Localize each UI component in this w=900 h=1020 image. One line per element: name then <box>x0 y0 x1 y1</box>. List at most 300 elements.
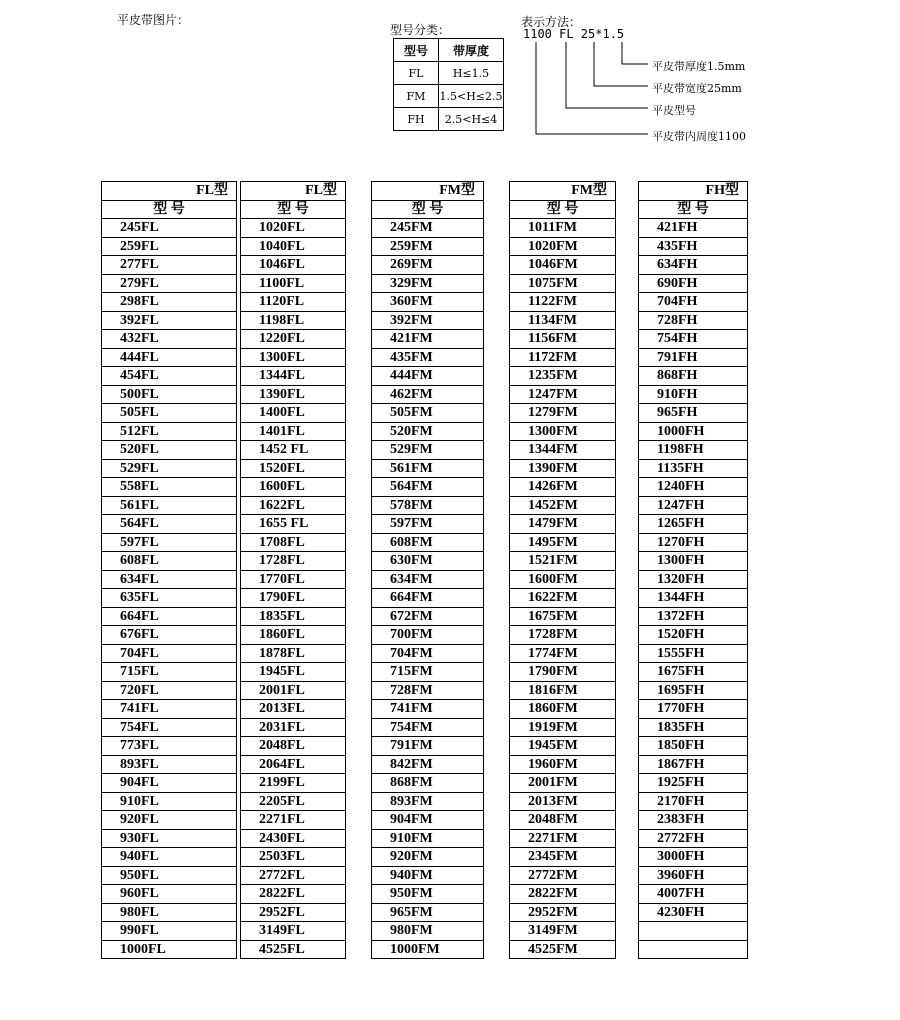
model-cell-row <box>102 311 237 330</box>
model-cell: 868FM <box>372 774 484 793</box>
model-cell-row <box>102 774 237 793</box>
model-cell-row <box>639 237 748 256</box>
model-cell: 904FL <box>102 774 237 793</box>
type-table-row <box>394 85 504 108</box>
model-cell: 1390FL <box>241 385 346 404</box>
model-cell-row <box>639 737 748 756</box>
model-cell-row <box>510 700 616 719</box>
model-cell-row <box>241 718 346 737</box>
column-subtitle: 型 号 <box>510 200 616 219</box>
model-cell: 1120FL <box>241 293 346 312</box>
model-cell-row <box>510 663 616 682</box>
model-cell: 1426FM <box>510 478 616 497</box>
model-cell-row <box>510 570 616 589</box>
model-cell: 608FM <box>372 533 484 552</box>
model-cell: 1860FL <box>241 626 346 645</box>
fh-table <box>638 181 748 959</box>
model-cell: 4525FL <box>241 940 346 959</box>
model-cell: 1555FH <box>639 644 748 663</box>
model-cell: 2031FL <box>241 718 346 737</box>
model-cell: 3960FH <box>639 866 748 885</box>
model-cell-row <box>372 792 484 811</box>
model-cell <box>639 922 748 941</box>
model-cell-row <box>372 385 484 404</box>
model-cell-row <box>241 330 346 349</box>
model-cell: 664FM <box>372 589 484 608</box>
column-subtitle: 型 号 <box>102 200 237 219</box>
model-cell-row <box>639 385 748 404</box>
model-cell-row <box>510 552 616 571</box>
model-cell-row <box>241 811 346 830</box>
model-cell-row <box>372 626 484 645</box>
model-cell: 1172FM <box>510 348 616 367</box>
model-cell: 4230FH <box>639 903 748 922</box>
model-cell: 2822FL <box>241 885 346 904</box>
model-cell: 1344FM <box>510 441 616 460</box>
model-cell: 728FH <box>639 311 748 330</box>
model-cell: 1774FM <box>510 644 616 663</box>
model-cell-row <box>372 681 484 700</box>
model-cell: 2271FL <box>241 811 346 830</box>
model-cell-row <box>372 663 484 682</box>
model-cell-row <box>639 626 748 645</box>
model-cell-row <box>241 274 346 293</box>
model-cell-row <box>241 792 346 811</box>
model-cell: 754FH <box>639 330 748 349</box>
model-cell-row <box>372 422 484 441</box>
model-cell: 1046FM <box>510 256 616 275</box>
model-cell-row <box>102 293 237 312</box>
image-caption: 平皮带图片： <box>117 13 190 27</box>
model-cell-row <box>241 441 346 460</box>
model-cell: 754FM <box>372 718 484 737</box>
fm-table-1 <box>371 181 484 959</box>
model-cell: 715FM <box>372 663 484 682</box>
type-model: FM <box>394 85 439 108</box>
model-cell-row <box>372 441 484 460</box>
model-cell-row <box>241 940 346 959</box>
model-cell-row <box>510 293 616 312</box>
model-cell: 1344FL <box>241 367 346 386</box>
model-cell-row <box>510 829 616 848</box>
model-cell: 1600FL <box>241 478 346 497</box>
model-cell-row <box>639 496 748 515</box>
model-cell-row <box>102 441 237 460</box>
model-cell: 2383FH <box>639 811 748 830</box>
model-cell: 432FL <box>102 330 237 349</box>
model-cell-row <box>102 940 237 959</box>
model-cell: 893FL <box>102 755 237 774</box>
model-cell-row <box>372 293 484 312</box>
model-cell-row <box>372 478 484 497</box>
model-cell-row <box>241 237 346 256</box>
model-cell: 392FL <box>102 311 237 330</box>
model-cell-row <box>639 681 748 700</box>
model-cell-row <box>639 404 748 423</box>
model-cell: 1479FM <box>510 515 616 534</box>
type-table-row <box>394 108 504 131</box>
model-cell: 715FL <box>102 663 237 682</box>
note-width: 平皮带宽度25mm <box>652 82 742 95</box>
model-cell-row <box>510 478 616 497</box>
model-cell-row <box>372 737 484 756</box>
model-cell-row <box>102 570 237 589</box>
model-cell: 920FM <box>372 848 484 867</box>
model-cell: 505FL <box>102 404 237 423</box>
model-cell: 512FL <box>102 422 237 441</box>
model-cell: 791FH <box>639 348 748 367</box>
model-cell: 728FM <box>372 681 484 700</box>
model-cell-row <box>510 718 616 737</box>
model-cell: 842FM <box>372 755 484 774</box>
column-title: FL型 <box>241 182 346 201</box>
model-cell-row <box>241 348 346 367</box>
model-cell: 259FL <box>102 237 237 256</box>
fl-table-1 <box>101 181 237 959</box>
model-cell-row <box>510 774 616 793</box>
model-cell-row <box>510 256 616 275</box>
type-classification-table <box>393 38 504 131</box>
model-cell: 1265FH <box>639 515 748 534</box>
model-cell: 910FH <box>639 385 748 404</box>
model-cell: 1235FM <box>510 367 616 386</box>
model-cell: 4525FM <box>510 940 616 959</box>
model-cell: 608FL <box>102 552 237 571</box>
model-cell: 2001FM <box>510 774 616 793</box>
model-cell-row <box>372 552 484 571</box>
model-cell: 2001FL <box>241 681 346 700</box>
model-cell: 950FL <box>102 866 237 885</box>
model-cell: 634FH <box>639 256 748 275</box>
model-cell-row <box>241 903 346 922</box>
model-cell-row <box>639 367 748 386</box>
model-cell-row <box>241 385 346 404</box>
type-model: FL <box>394 62 439 85</box>
model-cell: 720FL <box>102 681 237 700</box>
model-cell: 505FM <box>372 404 484 423</box>
model-cell-row <box>102 219 237 238</box>
model-cell: 1400FL <box>241 404 346 423</box>
model-cell-row <box>510 441 616 460</box>
model-cell-row <box>102 681 237 700</box>
model-cell: 3149FL <box>241 922 346 941</box>
column-subtitle-row <box>102 200 237 219</box>
model-cell-row <box>639 718 748 737</box>
note-thickness: 平皮带厚度1.5mm <box>652 60 746 73</box>
model-cell: 676FL <box>102 626 237 645</box>
model-cell: 2013FM <box>510 792 616 811</box>
model-cell: 2772FH <box>639 829 748 848</box>
column-title: FM型 <box>372 182 484 201</box>
model-cell-row <box>241 459 346 478</box>
model-cell-row <box>372 885 484 904</box>
model-cell-row <box>510 737 616 756</box>
model-cell: 940FL <box>102 848 237 867</box>
model-cell: 1655 FL <box>241 515 346 534</box>
model-cell: 1100FL <box>241 274 346 293</box>
model-cell: 1728FL <box>241 552 346 571</box>
model-cell-row <box>372 829 484 848</box>
model-cell-row <box>372 903 484 922</box>
model-cell: 2048FM <box>510 811 616 830</box>
model-cell-row <box>102 385 237 404</box>
model-cell-row <box>639 644 748 663</box>
model-cell: 1622FM <box>510 589 616 608</box>
notation-leader-lines <box>520 40 655 140</box>
model-cell: 360FM <box>372 293 484 312</box>
model-cell-row <box>372 589 484 608</box>
model-cell-row <box>639 274 748 293</box>
model-cell: 1790FL <box>241 589 346 608</box>
model-cell: 630FM <box>372 552 484 571</box>
model-cell: 1925FH <box>639 774 748 793</box>
model-cell-row <box>102 533 237 552</box>
model-cell-row <box>372 348 484 367</box>
model-cell-row <box>102 589 237 608</box>
model-cell: 1135FH <box>639 459 748 478</box>
model-cell: 1770FL <box>241 570 346 589</box>
model-cell: 868FH <box>639 367 748 386</box>
column-subtitle: 型 号 <box>241 200 346 219</box>
thickness-header: 带厚度 <box>439 39 504 62</box>
model-cell: 4007FH <box>639 885 748 904</box>
model-cell: 1220FL <box>241 330 346 349</box>
column-title: FH型 <box>639 182 748 201</box>
model-cell: 704FM <box>372 644 484 663</box>
model-cell-row <box>102 737 237 756</box>
model-cell: 960FL <box>102 885 237 904</box>
model-cell: 2199FL <box>241 774 346 793</box>
model-cell: 904FM <box>372 811 484 830</box>
model-cell-row <box>510 644 616 663</box>
model-cell: 1000FM <box>372 940 484 959</box>
model-cell: 1000FL <box>102 940 237 959</box>
model-cell-row <box>102 607 237 626</box>
model-cell-row <box>102 829 237 848</box>
model-cell-row <box>102 274 237 293</box>
model-cell: 2170FH <box>639 792 748 811</box>
model-cell-row <box>639 311 748 330</box>
model-cell-row <box>102 922 237 941</box>
type-table-row <box>394 62 504 85</box>
model-cell: 704FL <box>102 644 237 663</box>
column-title-row <box>102 182 237 201</box>
model-cell-row <box>372 848 484 867</box>
model-cell: 392FM <box>372 311 484 330</box>
model-cell-row <box>639 755 748 774</box>
type-thickness: H≤1.5 <box>439 62 504 85</box>
model-cell-row <box>372 922 484 941</box>
model-cell-row <box>241 737 346 756</box>
model-cell-row <box>639 811 748 830</box>
type-classification-caption: 型号分类： <box>390 23 451 37</box>
model-cell-row <box>639 533 748 552</box>
model-cell: 1960FM <box>510 755 616 774</box>
model-cell: 2048FL <box>241 737 346 756</box>
model-cell-row <box>639 774 748 793</box>
model-cell: 1247FH <box>639 496 748 515</box>
model-cell: 454FL <box>102 367 237 386</box>
model-cell-row <box>639 589 748 608</box>
model-cell-row <box>102 792 237 811</box>
model-cell-row <box>102 755 237 774</box>
model-cell-row <box>639 256 748 275</box>
model-cell-row <box>241 681 346 700</box>
model-cell: 269FM <box>372 256 484 275</box>
model-cell-row <box>102 552 237 571</box>
model-cell-row <box>510 311 616 330</box>
model-cell-row <box>639 441 748 460</box>
model-cell-row <box>241 367 346 386</box>
model-cell-row <box>241 422 346 441</box>
model-cell-row <box>241 311 346 330</box>
model-cell-row <box>102 626 237 645</box>
model-cell <box>639 940 748 959</box>
note-model: 平皮型号 <box>652 104 696 117</box>
model-cell: 664FL <box>102 607 237 626</box>
model-cell-row <box>241 533 346 552</box>
type-thickness: 1.5<H≤2.5 <box>439 85 504 108</box>
column-subtitle-row <box>372 200 484 219</box>
model-cell-row <box>639 348 748 367</box>
model-cell: 259FM <box>372 237 484 256</box>
model-cell-row <box>102 663 237 682</box>
model-cell: 1122FM <box>510 293 616 312</box>
model-cell-row <box>372 940 484 959</box>
model-cell: 690FH <box>639 274 748 293</box>
model-cell-row <box>102 903 237 922</box>
model-cell: 704FH <box>639 293 748 312</box>
model-cell-row <box>510 496 616 515</box>
model-cell: 279FL <box>102 274 237 293</box>
model-cell: 940FM <box>372 866 484 885</box>
model-cell: 1040FL <box>241 237 346 256</box>
column-title-row <box>241 182 346 201</box>
model-cell-row <box>372 367 484 386</box>
model-cell-row <box>372 496 484 515</box>
fm-table-2 <box>509 181 616 959</box>
model-cell-row <box>102 848 237 867</box>
model-cell: 421FM <box>372 330 484 349</box>
model-cell-row <box>102 515 237 534</box>
model-cell-row <box>510 385 616 404</box>
model-cell: 1860FM <box>510 700 616 719</box>
model-cell-row <box>241 663 346 682</box>
model-cell: 1000FH <box>639 422 748 441</box>
model-cell-row <box>102 237 237 256</box>
model-cell: 1020FL <box>241 219 346 238</box>
model-cell-row <box>241 755 346 774</box>
model-cell-row <box>372 774 484 793</box>
model-cell: 1675FM <box>510 607 616 626</box>
model-cell: 1835FH <box>639 718 748 737</box>
model-cell: 1770FH <box>639 700 748 719</box>
model-cell-row <box>510 626 616 645</box>
column-subtitle-row <box>241 200 346 219</box>
model-cell-row <box>102 422 237 441</box>
model-cell: 920FL <box>102 811 237 830</box>
column-subtitle-row <box>639 200 748 219</box>
model-cell: 298FL <box>102 293 237 312</box>
type-thickness: 2.5<H≤4 <box>439 108 504 131</box>
model-cell: 950FM <box>372 885 484 904</box>
model-cell-row <box>102 459 237 478</box>
model-cell-row <box>241 256 346 275</box>
model-cell: 1300FH <box>639 552 748 571</box>
model-cell: 634FL <box>102 570 237 589</box>
model-cell-row <box>372 644 484 663</box>
model-cell: 1300FM <box>510 422 616 441</box>
model-cell: 1320FH <box>639 570 748 589</box>
model-cell-row <box>510 885 616 904</box>
model-cell: 2952FM <box>510 903 616 922</box>
model-cell-row <box>639 885 748 904</box>
model-cell-row <box>102 885 237 904</box>
model-cell-row <box>510 866 616 885</box>
model-cell: 773FL <box>102 737 237 756</box>
model-cell-row <box>102 330 237 349</box>
model-cell-row <box>241 496 346 515</box>
model-cell-row <box>372 866 484 885</box>
model-cell: 1011FM <box>510 219 616 238</box>
model-cell-row <box>372 755 484 774</box>
model-cell-row <box>102 644 237 663</box>
model-cell: 990FL <box>102 922 237 941</box>
model-cell: 435FH <box>639 237 748 256</box>
model-cell: 2952FL <box>241 903 346 922</box>
model-cell: 1270FH <box>639 533 748 552</box>
model-header: 型号 <box>394 39 439 62</box>
model-cell: 1198FH <box>639 441 748 460</box>
model-cell: 1878FL <box>241 644 346 663</box>
model-cell: 1708FL <box>241 533 346 552</box>
model-cell: 1300FL <box>241 348 346 367</box>
model-cell-row <box>102 256 237 275</box>
model-cell-row <box>372 219 484 238</box>
model-cell-row <box>510 459 616 478</box>
model-cell: 672FM <box>372 607 484 626</box>
model-cell-row <box>372 718 484 737</box>
model-cell-row <box>510 367 616 386</box>
model-cell-row <box>102 718 237 737</box>
model-cell-row <box>510 422 616 441</box>
model-cell: 329FM <box>372 274 484 293</box>
model-cell-row <box>510 589 616 608</box>
model-cell: 1134FM <box>510 311 616 330</box>
model-cell: 1622FL <box>241 496 346 515</box>
model-cell: 529FM <box>372 441 484 460</box>
model-cell-row <box>241 885 346 904</box>
model-cell: 910FL <box>102 792 237 811</box>
model-cell-row <box>510 404 616 423</box>
model-cell-row <box>639 459 748 478</box>
model-cell-row <box>639 219 748 238</box>
model-cell: 245FL <box>102 219 237 238</box>
model-cell: 1600FM <box>510 570 616 589</box>
model-cell-row <box>510 237 616 256</box>
model-cell: 2205FL <box>241 792 346 811</box>
model-cell: 1919FM <box>510 718 616 737</box>
model-cell-row <box>639 903 748 922</box>
model-cell: 1945FL <box>241 663 346 682</box>
model-cell: 1520FL <box>241 459 346 478</box>
model-cell-row <box>241 848 346 867</box>
model-cell-row <box>102 700 237 719</box>
model-cell-row <box>372 311 484 330</box>
model-cell: 597FL <box>102 533 237 552</box>
model-cell: 444FL <box>102 348 237 367</box>
model-cell: 1344FH <box>639 589 748 608</box>
